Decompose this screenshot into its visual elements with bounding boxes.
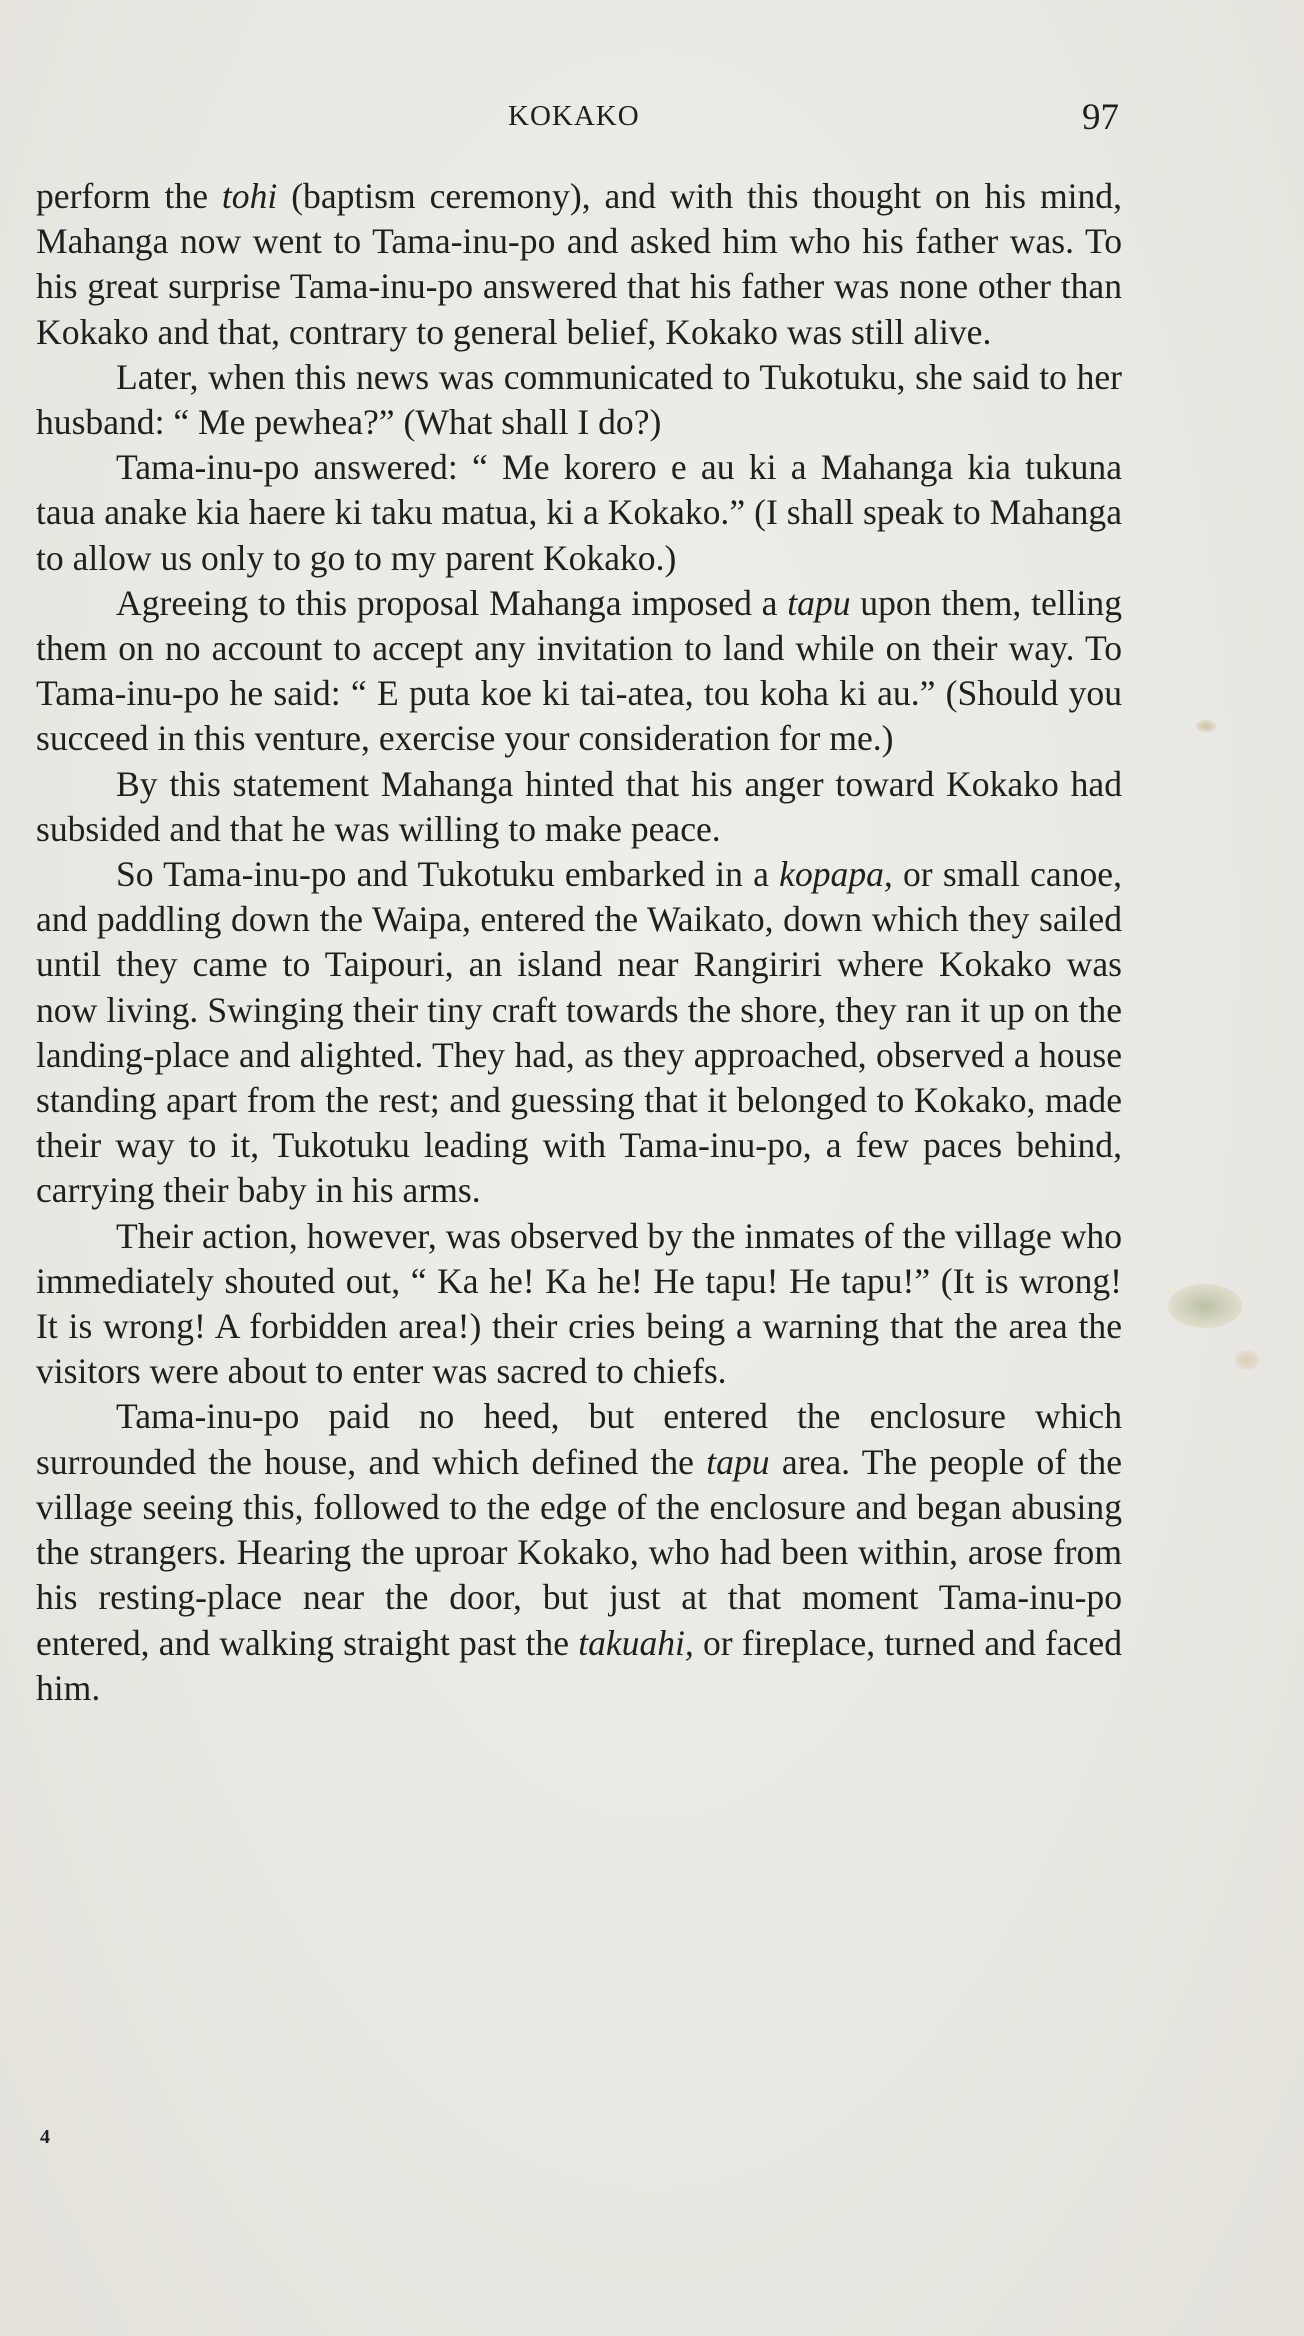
paper-stain bbox=[1196, 720, 1216, 732]
italic-term: takuahi, bbox=[578, 1622, 694, 1663]
italic-term: tapu bbox=[787, 582, 851, 623]
running-head bbox=[0, 96, 1304, 146]
text-run: Agreeing to this proposal Mahanga imposed a bbox=[116, 582, 788, 623]
paragraph bbox=[36, 355, 1122, 445]
text-run: Their action, however, was observed by the inmates of the village who immediately shouted out, “ Ka he! Ka he! He tapu! He tapu!” (It is wrong! It is wrong! A forbidden area!) their cries being a warning that the area the visitors were about to enter was sacred to chiefs. bbox=[36, 1215, 1122, 1392]
italic-term: tapu bbox=[706, 1441, 770, 1482]
paragraph bbox=[36, 852, 1122, 1214]
text-run: upon them, telling them on no account to accept any invitation to land while on their way. To Tama-inu-po he said: “ E puta koe ki tai-atea, tou koha ki au.” (Should you succeed in this venture, exercise your consideration for me.) bbox=[36, 582, 1122, 759]
paragraph bbox=[36, 445, 1122, 581]
paper-stain bbox=[1235, 1350, 1259, 1370]
text-run: perform the bbox=[36, 176, 222, 216]
page-number: 97 bbox=[1082, 97, 1119, 138]
text-run: or fireplace, turned and faced him. bbox=[36, 1622, 1122, 1708]
text-run: area. The people of the village seeing this, followed to the edge of the enclosure and began abusing the strangers. Hearing the uproar Kokako, who had been within, arose from his resting-place near the door, but just at that moment Tama-inu-po entered, and walking straight past the bbox=[36, 1441, 1122, 1663]
text-run: So Tama-inu-po and Tukotuku embarked in a bbox=[116, 854, 780, 895]
text-run: By this statement Mahanga hinted that his anger toward Kokako had subsided and that he was willing to make peace. bbox=[36, 763, 1122, 849]
paragraph bbox=[36, 762, 1122, 852]
signature-mark: 4 bbox=[40, 2126, 50, 2148]
text-run: Tama-inu-po answered: “ Me korero e au ki a Mahanga kia tukuna taua anake kia haere ki taku matua, ki a Kokako.” (I shall speak to Mahanga to allow us only to go to my parent Kokako.) bbox=[36, 447, 1122, 578]
italic-term: tohi bbox=[221, 176, 278, 216]
body-text bbox=[36, 174, 1122, 1711]
italic-term: kopapa, bbox=[779, 854, 893, 895]
running-title: KOKAKO bbox=[508, 100, 640, 132]
text-run: or small canoe, and paddling down the Waipa, entered the Waikato, down which they sailed until they came to Taipouri, an island near Rangiriri where Kokako was now living. Swinging their tiny craft towards the shore, they ran it up on the landing-place and alighted. They had, as they approached, observed a house standing apart from the rest; and guessing that it belonged to Kokako, made their way to it, Tukotuku leading with Tama-inu-po, a few paces behind, carrying their baby in his arms. bbox=[36, 854, 1122, 1211]
text-run: Tama-inu-po paid no heed, but entered the enclosure which surrounded the house, and which defined the bbox=[36, 1396, 1122, 1482]
paragraph bbox=[36, 581, 1122, 762]
paper-stain bbox=[1168, 1284, 1242, 1328]
paragraph bbox=[36, 174, 1122, 355]
text-run: Later, when this news was communicated to Tukotuku, she said to her husband: “ Me pewhea?” (What shall I do?) bbox=[36, 356, 1122, 443]
paragraph bbox=[36, 1214, 1122, 1395]
text-run: (baptism ceremony), and with this thought on his mind, Mahanga now went to Tama-inu-po and asked him who his father was. To his great surprise Tama-inu-po answered that his father was none other than Kokako and that, contrary to general belief, Kokako was still alive. bbox=[36, 176, 1122, 352]
paragraph bbox=[36, 1394, 1122, 1710]
